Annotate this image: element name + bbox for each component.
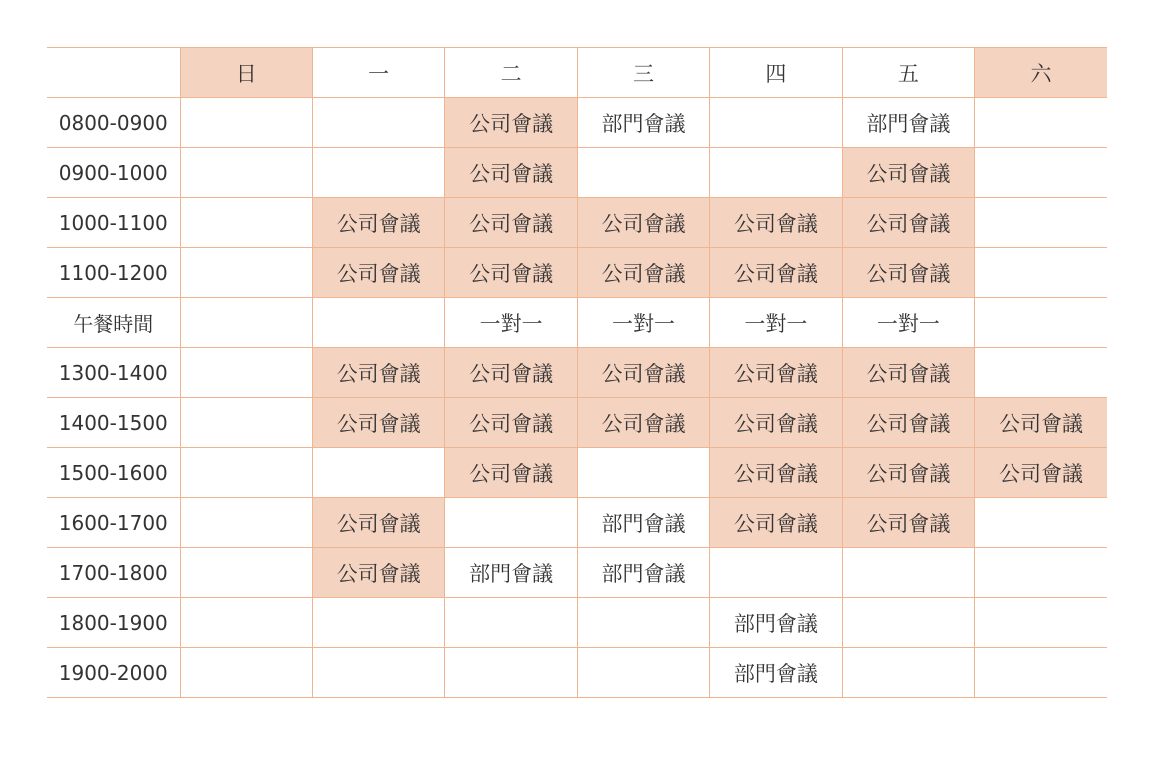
time-slot-label: 1900-2000 <box>47 648 180 698</box>
event-cell-sat: 公司會議 <box>975 448 1107 498</box>
event-cell-sun <box>180 98 312 148</box>
time-slot-label: 1800-1900 <box>47 598 180 648</box>
event-cell-thu: 公司會議 <box>710 398 842 448</box>
event-cell-tue <box>445 498 577 548</box>
event-cell-sat <box>975 148 1107 198</box>
event-cell-wed <box>577 448 709 498</box>
event-cell-tue: 公司會議 <box>445 448 577 498</box>
event-cell-sun <box>180 648 312 698</box>
event-cell-sun <box>180 598 312 648</box>
time-slot-label: 1700-1800 <box>47 548 180 598</box>
event-cell-tue: 部門會議 <box>445 548 577 598</box>
corner-cell <box>47 48 180 98</box>
event-cell-sat <box>975 548 1107 598</box>
time-slot-label: 1300-1400 <box>47 348 180 398</box>
time-slot-label: 1100-1200 <box>47 248 180 298</box>
event-cell-sat <box>975 498 1107 548</box>
event-cell-fri: 公司會議 <box>842 248 974 298</box>
event-cell-tue: 一對一 <box>445 298 577 348</box>
event-cell-thu: 部門會議 <box>710 648 842 698</box>
event-cell-mon <box>312 648 444 698</box>
day-header-tue: 二 <box>445 48 577 98</box>
event-cell-mon: 公司會議 <box>312 348 444 398</box>
event-cell-mon: 公司會議 <box>312 248 444 298</box>
event-cell-tue: 公司會議 <box>445 348 577 398</box>
time-slot-label: 1600-1700 <box>47 498 180 548</box>
event-cell-fri: 公司會議 <box>842 348 974 398</box>
schedule-row <box>47 448 1107 498</box>
event-cell-tue: 公司會議 <box>445 198 577 248</box>
event-cell-thu: 一對一 <box>710 298 842 348</box>
schedule-row <box>47 248 1107 298</box>
event-cell-sun <box>180 148 312 198</box>
time-slot-label: 1000-1100 <box>47 198 180 248</box>
event-cell-thu <box>710 148 842 198</box>
event-cell-sat: 公司會議 <box>975 398 1107 448</box>
event-cell-sat <box>975 648 1107 698</box>
event-cell-mon <box>312 598 444 648</box>
time-slot-label: 0800-0900 <box>47 98 180 148</box>
event-cell-mon: 公司會議 <box>312 498 444 548</box>
event-cell-sun <box>180 398 312 448</box>
event-cell-mon <box>312 98 444 148</box>
event-cell-tue <box>445 598 577 648</box>
event-cell-mon: 公司會議 <box>312 548 444 598</box>
event-cell-thu <box>710 98 842 148</box>
event-cell-wed <box>577 148 709 198</box>
event-cell-wed: 一對一 <box>577 298 709 348</box>
event-cell-wed: 公司會議 <box>577 398 709 448</box>
time-slot-label: 1400-1500 <box>47 398 180 448</box>
day-header-thu: 四 <box>710 48 842 98</box>
event-cell-wed: 公司會議 <box>577 348 709 398</box>
schedule-row <box>47 598 1107 648</box>
schedule-row <box>47 148 1107 198</box>
event-cell-wed: 部門會議 <box>577 498 709 548</box>
event-cell-sun <box>180 348 312 398</box>
event-cell-fri: 部門會議 <box>842 98 974 148</box>
event-cell-sun <box>180 298 312 348</box>
event-cell-mon <box>312 148 444 198</box>
event-cell-thu: 公司會議 <box>710 248 842 298</box>
event-cell-sun <box>180 248 312 298</box>
schedule-row <box>47 298 1107 348</box>
event-cell-sat <box>975 598 1107 648</box>
day-header-mon: 一 <box>312 48 444 98</box>
schedule-row <box>47 398 1107 448</box>
event-cell-thu <box>710 548 842 598</box>
event-cell-tue: 公司會議 <box>445 148 577 198</box>
event-cell-thu: 公司會議 <box>710 198 842 248</box>
schedule-row <box>47 348 1107 398</box>
event-cell-wed: 部門會議 <box>577 548 709 598</box>
event-cell-sun <box>180 548 312 598</box>
schedule-row <box>47 98 1107 148</box>
event-cell-sat <box>975 298 1107 348</box>
event-cell-thu: 公司會議 <box>710 448 842 498</box>
day-header-wed: 三 <box>577 48 709 98</box>
event-cell-fri: 公司會議 <box>842 198 974 248</box>
time-slot-label: 0900-1000 <box>47 148 180 198</box>
event-cell-fri <box>842 648 974 698</box>
event-cell-sat <box>975 248 1107 298</box>
header-row <box>47 48 1107 98</box>
event-cell-mon: 公司會議 <box>312 198 444 248</box>
event-cell-mon <box>312 448 444 498</box>
event-cell-tue: 公司會議 <box>445 398 577 448</box>
event-cell-thu: 公司會議 <box>710 498 842 548</box>
event-cell-sat <box>975 198 1107 248</box>
event-cell-mon: 公司會議 <box>312 398 444 448</box>
event-cell-wed <box>577 648 709 698</box>
schedule-row <box>47 548 1107 598</box>
event-cell-fri: 公司會議 <box>842 398 974 448</box>
day-header-sun: 日 <box>180 48 312 98</box>
time-slot-label: 1500-1600 <box>47 448 180 498</box>
event-cell-mon <box>312 298 444 348</box>
event-cell-fri <box>842 548 974 598</box>
day-header-sat: 六 <box>975 48 1107 98</box>
schedule-body <box>47 98 1107 698</box>
event-cell-sun <box>180 448 312 498</box>
schedule-table <box>47 47 1107 698</box>
event-cell-sat <box>975 98 1107 148</box>
event-cell-wed <box>577 598 709 648</box>
event-cell-fri: 一對一 <box>842 298 974 348</box>
time-slot-label: 午餐時間 <box>47 298 180 348</box>
event-cell-tue: 公司會議 <box>445 98 577 148</box>
event-cell-tue: 公司會議 <box>445 248 577 298</box>
day-header-fri: 五 <box>842 48 974 98</box>
event-cell-fri: 公司會議 <box>842 498 974 548</box>
event-cell-wed: 公司會議 <box>577 248 709 298</box>
event-cell-wed: 部門會議 <box>577 98 709 148</box>
event-cell-fri: 公司會議 <box>842 148 974 198</box>
event-cell-fri <box>842 598 974 648</box>
event-cell-thu: 部門會議 <box>710 598 842 648</box>
event-cell-tue <box>445 648 577 698</box>
event-cell-sun <box>180 198 312 248</box>
event-cell-sun <box>180 498 312 548</box>
schedule-row <box>47 648 1107 698</box>
schedule-row <box>47 498 1107 548</box>
event-cell-fri: 公司會議 <box>842 448 974 498</box>
event-cell-sat <box>975 348 1107 398</box>
schedule-row <box>47 198 1107 248</box>
event-cell-thu: 公司會議 <box>710 348 842 398</box>
event-cell-wed: 公司會議 <box>577 198 709 248</box>
